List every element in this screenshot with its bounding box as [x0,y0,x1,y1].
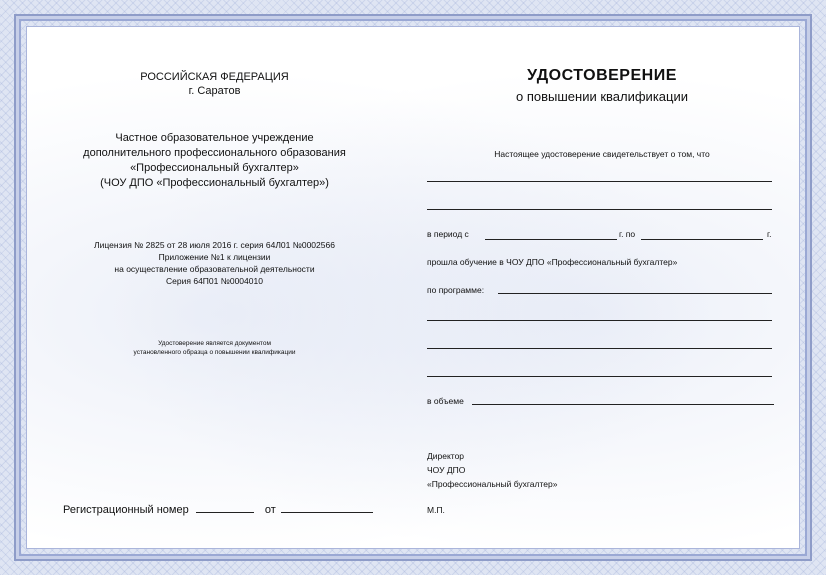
document-note [27,339,402,357]
certificate-title: УДОСТОВЕРЕНИЕ [527,67,677,84]
period-end-blank [641,239,763,240]
right-column [402,27,802,548]
intro-text: Настоящее удостоверение свидетельствует о том, что [494,149,710,159]
program-blank-line-3 [427,348,772,349]
program-blank-line-2 [427,320,772,321]
license-line: Лицензия № 2825 от 28 июля 2016 г. серия 64Л01 №0002566 [94,240,335,250]
director-block [427,449,557,491]
note-line: Удостоверение является документом [158,340,271,347]
org-line: Частное образовательное учреждение [115,132,314,144]
program-label: по программе: [427,285,485,295]
city-name: г. Саратов [188,85,241,97]
org-line: «Профессиональный бухгалтер» [130,162,299,174]
left-column [27,27,402,548]
license-block [27,239,402,287]
name-blank-line-1 [427,181,772,182]
director-line: ЧОУ ДПО [427,465,466,475]
organization-block [27,131,402,191]
license-line: Приложение №1 к лицензии [158,252,271,262]
org-line: дополнительного профессионального образования [83,147,346,159]
period-to-label: г. по [619,229,636,239]
reg-date-blank [281,501,373,513]
completed-training-text: прошла обучение в ЧОУ ДПО «Профессиональный бухгалтер» [427,257,678,267]
certificate-subtitle: о повышении квалификации [516,89,688,104]
name-blank-line-2 [427,209,772,210]
certificate-body [26,26,800,549]
stamp-place-label: М.П. [427,505,445,515]
director-line: «Профессиональный бухгалтер» [427,479,558,489]
country-name: РОССИЙСКАЯ ФЕДЕРАЦИЯ [140,71,289,83]
license-line: Серия 64П01 №0004010 [166,276,263,286]
org-line: (ЧОУ ДПО «Профессиональный бухгалтер») [100,177,329,189]
reg-date-label: от [264,504,276,516]
reg-number-label: Регистрационный номер [63,504,189,516]
volume-blank-line [472,404,774,405]
program-blank-line-4 [427,376,772,377]
period-year-label: г. [767,229,772,239]
registration-number [63,501,373,516]
period-start-blank [485,239,617,240]
program-blank-line-1 [498,293,772,294]
reg-number-blank [196,501,254,513]
director-line: Директор [427,451,465,461]
period-label: в период с [427,229,469,239]
note-line: установленного образца о повышении квалификации [133,349,296,356]
license-line: на осуществление образовательной деятельности [114,264,315,274]
volume-label: в объеме [427,396,464,406]
